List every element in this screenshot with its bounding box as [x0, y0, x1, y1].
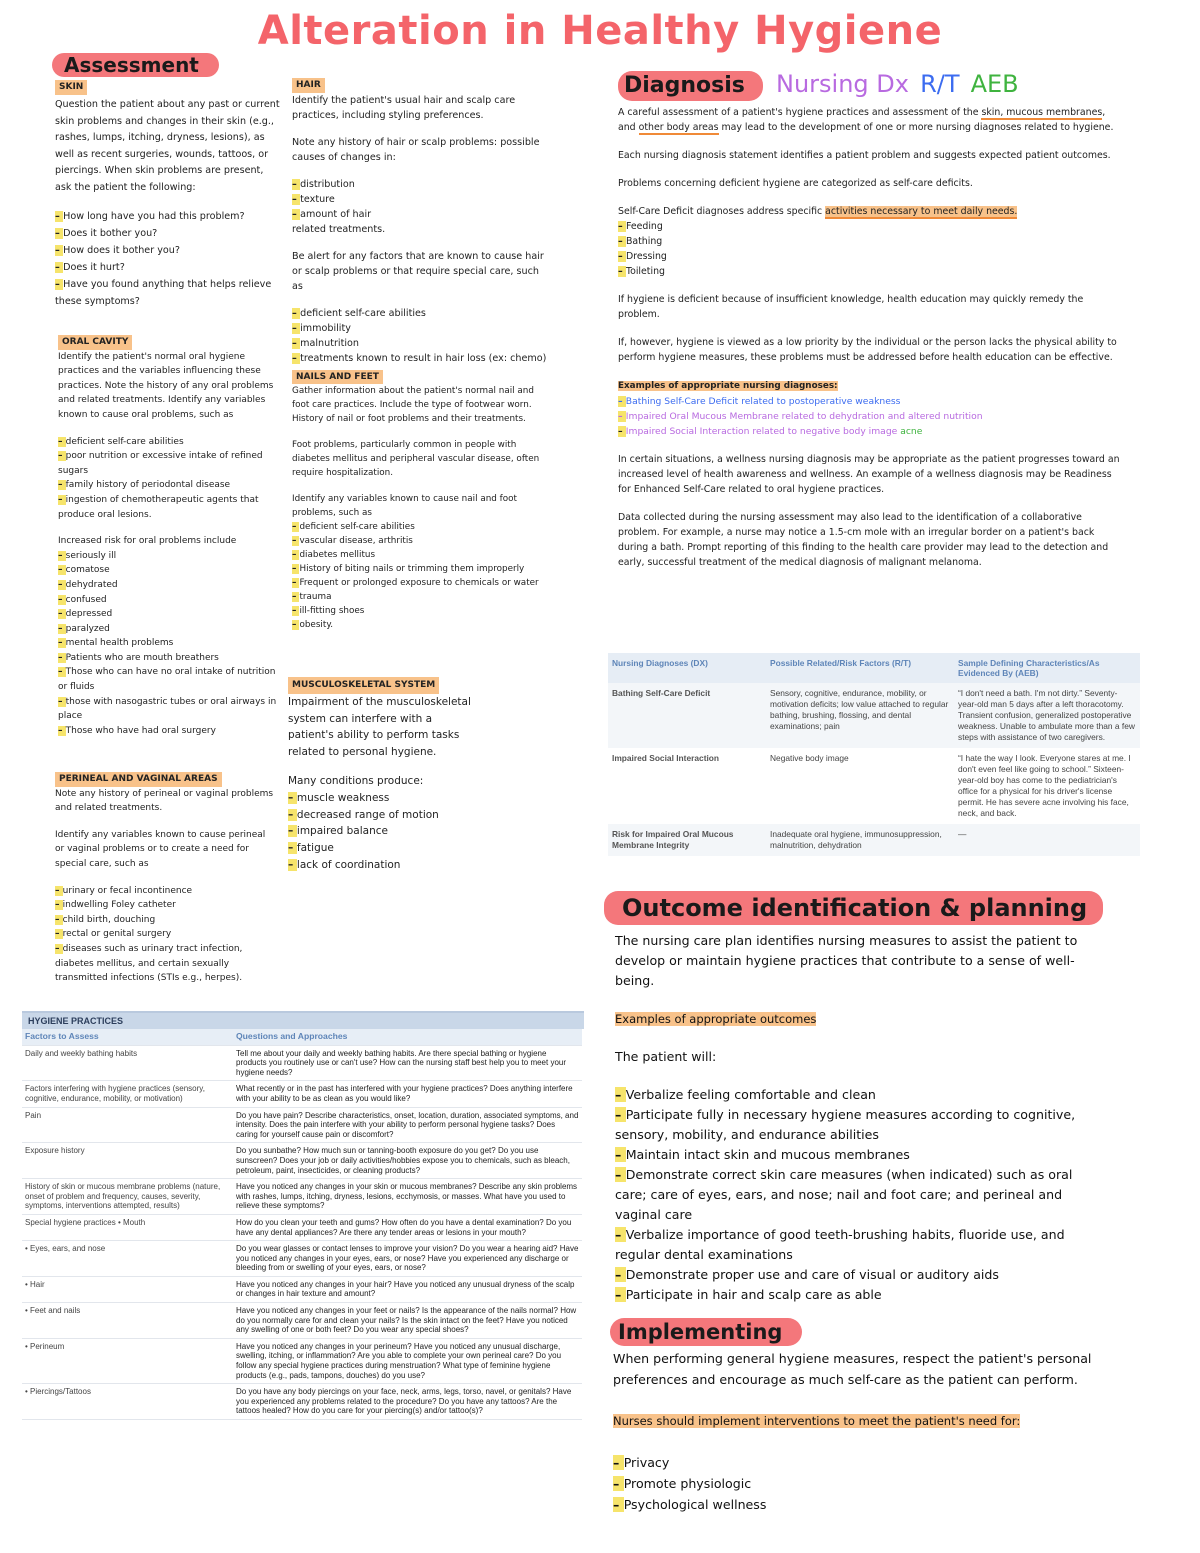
msk-section	[288, 676, 478, 874]
page-title: Alteration in Healthy Hygiene	[257, 8, 943, 54]
factor-cell: • Eyes, ears, and nose	[22, 1241, 233, 1277]
table-row	[22, 1081, 582, 1107]
rt-cell: Inadequate oral hygiene, immunosuppression, malnutrition, dehydration	[766, 824, 954, 856]
list-item: – diabetes mellitus	[292, 548, 547, 562]
rt-label: R/T	[920, 70, 960, 98]
nursing-dx-label: Nursing Dx	[776, 70, 909, 98]
question-cell: Have you noticed any changes in your feet or nails? Is the appearance of the nails normal? How do you normally care for and clean your nails? Is the skin intact on the feet? Have you noticed any swelling of one or both feet? Do you wear any special shoes?	[233, 1303, 582, 1339]
list-item: – How long have you had this problem?	[55, 208, 280, 225]
perineal-items	[55, 884, 277, 986]
list-item: – deficient self-care abilities	[292, 306, 550, 321]
outcome-examples-label: Examples of appropriate outcomes	[615, 1012, 817, 1026]
diagnosis-body	[618, 105, 1123, 583]
diagnosis-p1: A careful assessment of a patient's hygiene practices and assessment of the skin, mucous membranes, and other body areas may lead to the development of one or more nursing diagnoses related to hygiene.	[618, 107, 1114, 133]
question-cell: What recently or in the past has interfered with your hygiene practices? Does anything interfere with your ability to be as clean as you would like?	[233, 1081, 582, 1107]
dx-col3: Sample Defining Characteristics/As Evidenced By (AEB)	[954, 653, 1140, 683]
aeb-cell: “I hate the way I look. Everyone stares at me. I don't even feel like going to school.” Sixteen-year-old boy has come to the pediatrician's office for a physical for his driver's license permit. He has severe acne involving his face, neck, and back.	[958, 753, 1131, 818]
skin-section	[55, 79, 280, 310]
dx-cell: Impaired Social Interaction	[612, 753, 720, 763]
oral-intro: Identify the patient's normal oral hygiene practices and the variables influencing these practices. Note the history of any oral problems and related treatments. Identify any variables known to cause oral problems, such as	[58, 351, 274, 420]
oral-section	[58, 335, 280, 738]
implementing-heading: Implementing	[610, 1318, 802, 1346]
table-row	[22, 1214, 582, 1240]
diagnosis-p6: If, however, hygiene is viewed as a low priority by the individual or the person lacks the physical ability to perform hygiene measures, these problems must be addressed before health education can be effective.	[618, 337, 1117, 363]
msk-intro: Impairment of the musculoskeletal system can interfere with a patient's ability to perform tasks related to personal hygiene.	[288, 695, 471, 759]
question-cell: How do you clean your teeth and gums? How often do you have a dental examination? Do you have any dental appliances? Are there any tender areas or lesions in your mouth?	[233, 1214, 582, 1240]
list-item: – child birth, douching	[55, 913, 277, 928]
list-item: – Bathing	[618, 234, 1123, 249]
diagnosis-p3: Problems concerning deficient hygiene are categorized as self-care deficits.	[618, 178, 973, 189]
hygiene-table-col2: Questions and Approaches	[233, 1029, 582, 1045]
factor-cell: History of skin or mucous membrane problems (nature, onset of problem and frequency, causes, severity, symptoms, interventions attempted, results)	[22, 1179, 233, 1215]
skin-tag: SKIN	[55, 80, 87, 95]
hair-tag: HAIR	[292, 78, 325, 93]
factor-cell: Factors interfering with hygiene practices (sensory, cognitive, endurance, mobility, or motivation)	[22, 1081, 233, 1107]
list-item: – Does it bother you?	[55, 225, 280, 242]
list-item: – Verbalize feeling comfortable and clean	[615, 1085, 1093, 1105]
nails-section	[292, 370, 547, 632]
implementing-label: Nurses should implement interventions to meet the patient's need for:	[613, 1414, 1021, 1428]
rt-cell: Negative body image	[770, 753, 849, 763]
factor-cell: Daily and weekly bathing habits	[22, 1045, 233, 1081]
outcome-items	[615, 1085, 1093, 1305]
outcome-heading: Outcome identification & planning	[604, 891, 1103, 925]
implementing-items	[613, 1452, 1103, 1515]
table-row	[22, 1045, 582, 1081]
dx-cell: Bathing Self-Care Deficit	[608, 683, 766, 748]
question-cell: Do you sunbathe? How much sun or tanning-booth exposure do you get? Do you use sunscreen? Does your job or daily activities/hobbies expose you to chemicals, such as bleach, petroleum, paint, insecticides, or cleaning products?	[233, 1143, 582, 1179]
factor-cell: • Perineum	[22, 1338, 233, 1383]
question-cell: Have you noticed any changes in your skin or mucous membranes? Describe any skin problems with rashes, lumps, itching, dryness, lesions, ecchymosis, or masses. What have you used to relieve these symptoms?	[233, 1179, 582, 1215]
list-item: – Participate fully in necessary hygiene measures according to cognitive, sensory, mobility, and endurance abilities	[615, 1105, 1093, 1145]
list-item: – ill-fitting shoes	[292, 604, 547, 618]
question-cell: Do you wear glasses or contact lenses to improve your vision? Do you wear a hearing aid? Have you noticed any changes in your eyes, ears, or nose? Have you experienced any discharge or bleeding from or swelling of your eyes, ears, or nose?	[233, 1241, 582, 1277]
list-item: – Psychological wellness	[613, 1494, 1103, 1515]
oral-risk-intro: Increased risk for oral problems include	[58, 536, 237, 547]
list-item: – Toileting	[618, 264, 1123, 279]
list-item: – Feeding	[618, 219, 1123, 234]
list-item: – rectal or genital surgery	[55, 927, 277, 942]
list-item: – mental health problems	[58, 636, 280, 651]
diagnosis-p7: In certain situations, a wellness nursing diagnosis may be appropriate as the patient progresses toward an increased level of health awareness and wellness. An example of a wellness diagnosis may be Readiness for Enhanced Self-Care related to oral hygiene practices.	[618, 454, 1120, 495]
outcome-body	[615, 931, 1093, 1305]
table-row	[608, 748, 1140, 824]
diagnosis-heading-row	[618, 70, 1019, 101]
nails-tag: NAILS AND FEET	[292, 370, 383, 384]
hair-intro3: Be alert for any factors that are known to cause hair or scalp problems or that require special care, such as	[292, 251, 544, 292]
list-item: – How does it bother you?	[55, 242, 280, 259]
list-item: – urinary or fecal incontinence	[55, 884, 277, 899]
diagnosis-heading: Diagnosis	[618, 71, 763, 101]
list-item: – Maintain intact skin and mucous membranes	[615, 1145, 1093, 1165]
factor-cell: • Feet and nails	[22, 1303, 233, 1339]
diagnosis-p2: Each nursing diagnosis statement identifies a patient problem and suggests expected patient outcomes.	[618, 150, 1111, 161]
msk-intro2: Many conditions produce:	[288, 774, 424, 787]
hair-intro: Identify the patient's usual hair and scalp care practices, including styling preferences.	[292, 95, 516, 121]
hygiene-table-grid	[22, 1029, 582, 1420]
dx-col1: Nursing Diagnoses (DX)	[608, 653, 766, 683]
factor-cell: • Piercings/Tattoos	[22, 1384, 233, 1420]
hair-items	[292, 177, 550, 237]
diagnosis-p4: Self-Care Deficit diagnoses address specific activities necessary to meet daily needs.	[618, 206, 1018, 217]
perineal-tag: PERINEAL AND VAGINAL AREAS	[55, 772, 222, 787]
list-item: – seriously ill	[58, 549, 280, 564]
list-item: – Bathing Self-Care Deficit related to postoperative weakness	[618, 394, 1123, 409]
aeb-cell: “I don't need a bath. I'm not dirty.” Seventy-year-old man 5 days after a left thoracotomy. Transient confusion, generalized postoperative weakness. Unable to ambulate more than a few steps with assistance of two caregivers.	[954, 683, 1140, 748]
list-item: – deficient self-care abilities	[292, 520, 547, 534]
list-item: – Frequent or prolonged exposure to chemicals or water	[292, 576, 547, 590]
list-item: – amount of hair	[292, 207, 550, 222]
list-item: – those with nasogastric tubes or oral airways in place	[58, 695, 280, 724]
list-item: – deficient self-care abilities	[58, 435, 280, 450]
list-item: – lack of coordination	[288, 857, 478, 874]
list-item: – paralyzed	[58, 622, 280, 637]
list-item: related treatments.	[292, 224, 386, 235]
question-cell: Have you noticed any changes in your hair? Have you noticed any unusual dryness of the scalp or changes in hair texture and amount?	[233, 1276, 582, 1302]
hygiene-practices-table	[22, 1011, 584, 1551]
skin-intro: Question the patient about any past or current skin problems and changes in their skin (e.g., rashes, lumps, itching, dryness, lesions), as well as recent surgeries, wounds, tattoos, or piercings. When skin problems are present, ask the patient the following:	[55, 99, 280, 193]
perineal-intro: Note any history of perineal or vaginal problems and related treatments.	[55, 788, 274, 814]
oral-items	[58, 435, 280, 523]
implementing-body	[613, 1348, 1103, 1515]
table-row	[22, 1241, 582, 1277]
question-cell: Tell me about your daily and weekly bathing habits. Are there special bathing or hygiene products you routinely use or can't use? How can the nursing staff best help you to meet your hygiene needs?	[233, 1045, 582, 1081]
nails-items	[292, 520, 547, 632]
table-row	[22, 1303, 582, 1339]
msk-tag: MUSCULOSKELETAL SYSTEM	[288, 677, 439, 694]
hair-section	[292, 77, 550, 366]
list-item: – dehydrated	[58, 578, 280, 593]
hygiene-table-col1: Factors to Assess	[22, 1029, 233, 1045]
list-item: – family history of periodontal disease	[58, 478, 280, 493]
outcome-will: The patient will:	[615, 1049, 717, 1064]
dx-col2: Possible Related/Risk Factors (R/T)	[766, 653, 954, 683]
list-item: – poor nutrition or excessive intake of refined sugars	[58, 449, 280, 478]
list-item: – Participate in hair and scalp care as able	[615, 1285, 1093, 1305]
aeb-cell: —	[954, 824, 1140, 856]
list-item: – diseases such as urinary tract infection, diabetes mellitus, and certain sexually transmitted infections (STIs e.g., herpes).	[55, 942, 277, 986]
list-item: – decreased range of motion	[288, 807, 478, 824]
diagnosis-examples	[618, 394, 1123, 439]
oral-tag: ORAL CAVITY	[58, 335, 132, 350]
list-item: – trauma	[292, 590, 547, 604]
list-item: – comatose	[58, 563, 280, 578]
table-row	[22, 1276, 582, 1302]
hair-items2	[292, 306, 550, 366]
perineal-intro2: Identify any variables known to cause perineal or vaginal problems or to create a need for special care, such as	[55, 829, 266, 869]
table-row	[22, 1179, 582, 1215]
list-item: – Verbalize importance of good teeth-brushing habits, fluoride use, and regular dental examinations	[615, 1225, 1093, 1265]
list-item: – Demonstrate correct skin care measures (when indicated) such as oral care; care of eyes, ears, and nose; nail and foot care; and perineal and vaginal care	[615, 1165, 1093, 1225]
list-item: – vascular disease, arthritis	[292, 534, 547, 548]
list-item: – ingestion of chemotherapeutic agents that produce oral lesions.	[58, 493, 280, 522]
list-item: – texture	[292, 192, 550, 207]
list-item: – fatigue	[288, 840, 478, 857]
table-row	[22, 1107, 582, 1143]
oral-risk-items	[58, 549, 280, 739]
list-item: – Privacy	[613, 1452, 1103, 1473]
factor-cell: • Hair	[22, 1276, 233, 1302]
list-item: – Promote physiologic	[613, 1473, 1103, 1494]
list-item: – Those who have had oral surgery	[58, 724, 280, 739]
table-row	[608, 683, 1140, 748]
factor-cell: Special hygiene practices • Mouth	[22, 1214, 233, 1240]
list-item: – Patients who are mouth breathers	[58, 651, 280, 666]
nails-intro3: Identify any variables known to cause nail and foot problems, such as	[292, 494, 517, 518]
skin-questions	[55, 208, 280, 310]
assessment-heading: Assessment	[52, 53, 219, 77]
list-item: – depressed	[58, 607, 280, 622]
hygiene-table-caption: HYGIENE PRACTICES	[22, 1013, 584, 1029]
dx-table	[608, 653, 1144, 879]
list-item: – Impaired Social Interaction related to negative body image acne	[618, 424, 1123, 439]
question-cell: Do you have pain? Describe characteristics, onset, location, duration, associated symptoms, and intensity. Does the pain interfere with your ability to perform personal hygiene tasks? Does caring for yourself cause pain or discomfort?	[233, 1107, 582, 1143]
aeb-label: AEB	[970, 70, 1019, 98]
list-item: – obesity.	[292, 618, 547, 632]
table-row	[22, 1143, 582, 1179]
deficits-list	[618, 219, 1123, 279]
list-item: – indwelling Foley catheter	[55, 898, 277, 913]
diagnosis-p5: If hygiene is deficient because of insufficient knowledge, health education may quickly remedy the problem.	[618, 294, 1084, 320]
list-item: – immobility	[292, 321, 550, 336]
question-cell: Have you noticed any changes in your perineum? Have you noticed any unusual discharge, swelling, itching, or inflammation? Are you able to complete your own perineal care? Do you follow any special hygiene practices during menstruation? What type of feminine hygiene products (e.g., pads, tampons, douches) do you use?	[233, 1338, 582, 1383]
question-cell: Do you have any body piercings on your face, neck, arms, legs, torso, navel, or genitals? Have you experienced any problems related to the procedure? Do you have any tattoos? Are the tattoos healed? How do you care for your piercing(s) and/or tattoo(s)?	[233, 1384, 582, 1420]
list-item: – confused	[58, 593, 280, 608]
msk-items	[288, 790, 478, 874]
list-item: – Have you found anything that helps relieve these symptoms?	[55, 276, 280, 310]
list-item: – Does it hurt?	[55, 259, 280, 276]
list-item: – History of biting nails or trimming them improperly	[292, 562, 547, 576]
list-item: – Those who can have no oral intake of nutrition or fluids	[58, 665, 280, 694]
list-item: – distribution	[292, 177, 550, 192]
list-item: – Dressing	[618, 249, 1123, 264]
table-row	[22, 1338, 582, 1383]
diagnosis-examples-label: Examples of appropriate nursing diagnoses:	[618, 381, 838, 391]
diagnosis-p8: Data collected during the nursing assessment may also lead to the identification of a collaborative problem. For example, a nurse may notice a 1.5-cm mole with an irregular border on a patient's back during a bath. Prompt reporting of this finding to the health care provider may lead to the detection and early, successful treatment of the medical diagnosis of malignant melanoma.	[618, 512, 1109, 568]
dx-table-grid	[608, 653, 1140, 856]
nails-intro: Gather information about the patient's normal nail and foot care practices. Include the type of footwear worn. History of nail or foot problems and their treatments.	[292, 386, 534, 424]
list-item: – Impaired Oral Mucous Membrane related to dehydration and altered nutrition	[618, 409, 1123, 424]
factor-cell: Pain	[22, 1107, 233, 1143]
list-item: – impaired balance	[288, 823, 478, 840]
dx-cell: Risk for Impaired Oral Mucous Membrane Integrity	[608, 824, 766, 856]
table-row	[22, 1384, 582, 1420]
factor-cell: Exposure history	[22, 1143, 233, 1179]
list-item: – malnutrition	[292, 336, 550, 351]
list-item: – Demonstrate proper use and care of visual or auditory aids	[615, 1265, 1093, 1285]
list-item: – muscle weakness	[288, 790, 478, 807]
table-row	[608, 824, 1140, 856]
list-item: – treatments known to result in hair loss (ex: chemo)	[292, 351, 550, 366]
outcome-p1: The nursing care plan identifies nursing measures to assist the patient to develop or maintain hygiene practices that contribute to a sense of well-being.	[615, 933, 1078, 988]
perineal-section	[55, 772, 277, 986]
hair-intro2: Note any history of hair or scalp problems: possible causes of changes in:	[292, 137, 540, 163]
nails-intro2: Foot problems, particularly common in people with diabetes mellitus and peripheral vascular disease, often require hospitalization.	[292, 440, 540, 478]
implementing-p1: When performing general hygiene measures, respect the patient's personal preferences and encourage as much self-care as the patient can perform.	[613, 1351, 1092, 1387]
rt-cell: Sensory, cognitive, endurance, mobility, or motivation deficits; low value attached to regular bathing, brushing, flossing, and dental examinations; pain	[766, 683, 954, 748]
